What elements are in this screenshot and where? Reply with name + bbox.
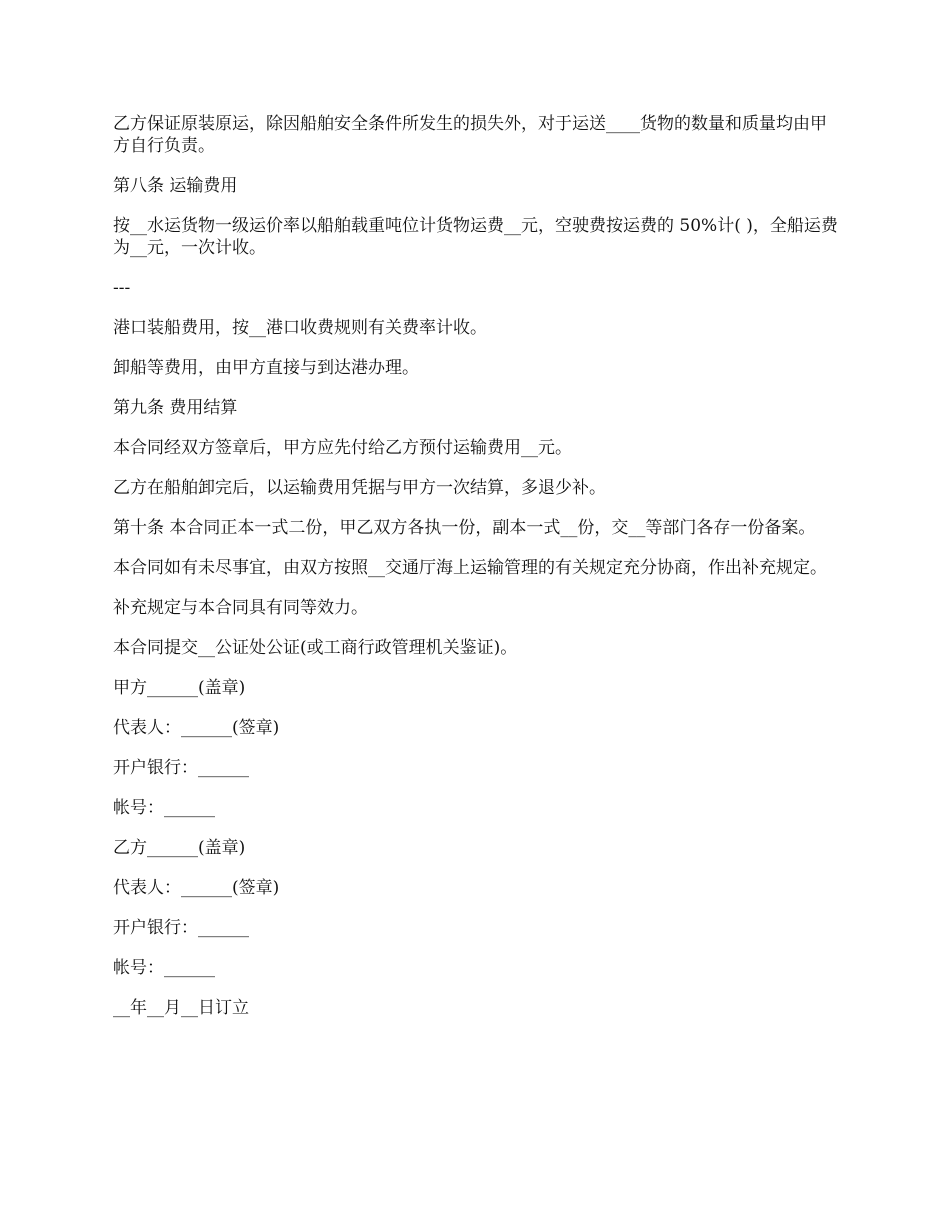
party-b-bank-line: 开户银行：______ [113, 918, 249, 938]
signing-date-line: __年__月__日订立 [113, 998, 249, 1018]
clause-text: 乙方在船舶卸完后，以运输费用凭据与甲方一次结算，多退少补。 [113, 478, 606, 498]
party-b-representative-line: 代表人：______(签章) [113, 878, 280, 898]
party-b-account-line: 帐号：______ [113, 958, 215, 978]
party-a-representative-line: 代表人：______(签章) [113, 718, 280, 738]
clause-text: 按__水运货物一级运价率以船舶载重吨位计货物运费__元，空驶费按运费的 50%计( )，全船运费为__元，一次计收。 [113, 216, 838, 258]
clause-text: 卸船等费用，由甲方直接与到达港办理。 [113, 358, 419, 378]
party-a-signature-line: 甲方______(盖章) [113, 678, 246, 698]
separator-text: --- [113, 278, 131, 298]
clause-text: 补充规定与本合同具有同等效力。 [113, 598, 368, 618]
clause-text: 本合同提交__公证处公证(或工商行政管理机关鉴证)。 [113, 638, 518, 658]
party-a-bank-line: 开户银行：______ [113, 758, 249, 778]
article-9-heading: 第九条 费用结算 [113, 398, 238, 418]
clause-text: 乙方保证原装原运，除因船舶安全条件所发生的损失外，对于运送____货物的数量和质量均由甲方自行负责。 [113, 114, 827, 156]
clause-text: 本合同如有未尽事宜，由双方按照__交通厅海上运输管理的有关规定充分协商，作出补充规定。 [113, 558, 827, 578]
party-b-signature-line: 乙方______(盖章) [113, 838, 246, 858]
clause-text: 本合同经双方签章后，甲方应先付给乙方预付运输费用__元。 [113, 438, 572, 458]
document-page [113, 113, 841, 1019]
article-8-heading: 第八条 运输费用 [113, 176, 238, 196]
party-a-account-line: 帐号：______ [113, 798, 215, 818]
clause-text: 港口装船费用，按__港口收费规则有关费率计收。 [113, 318, 487, 338]
article-10-text: 第十条 本合同正本一式二份，甲乙双方各执一份，副本一式__份，交__等部门各存一份备案。 [113, 518, 816, 538]
